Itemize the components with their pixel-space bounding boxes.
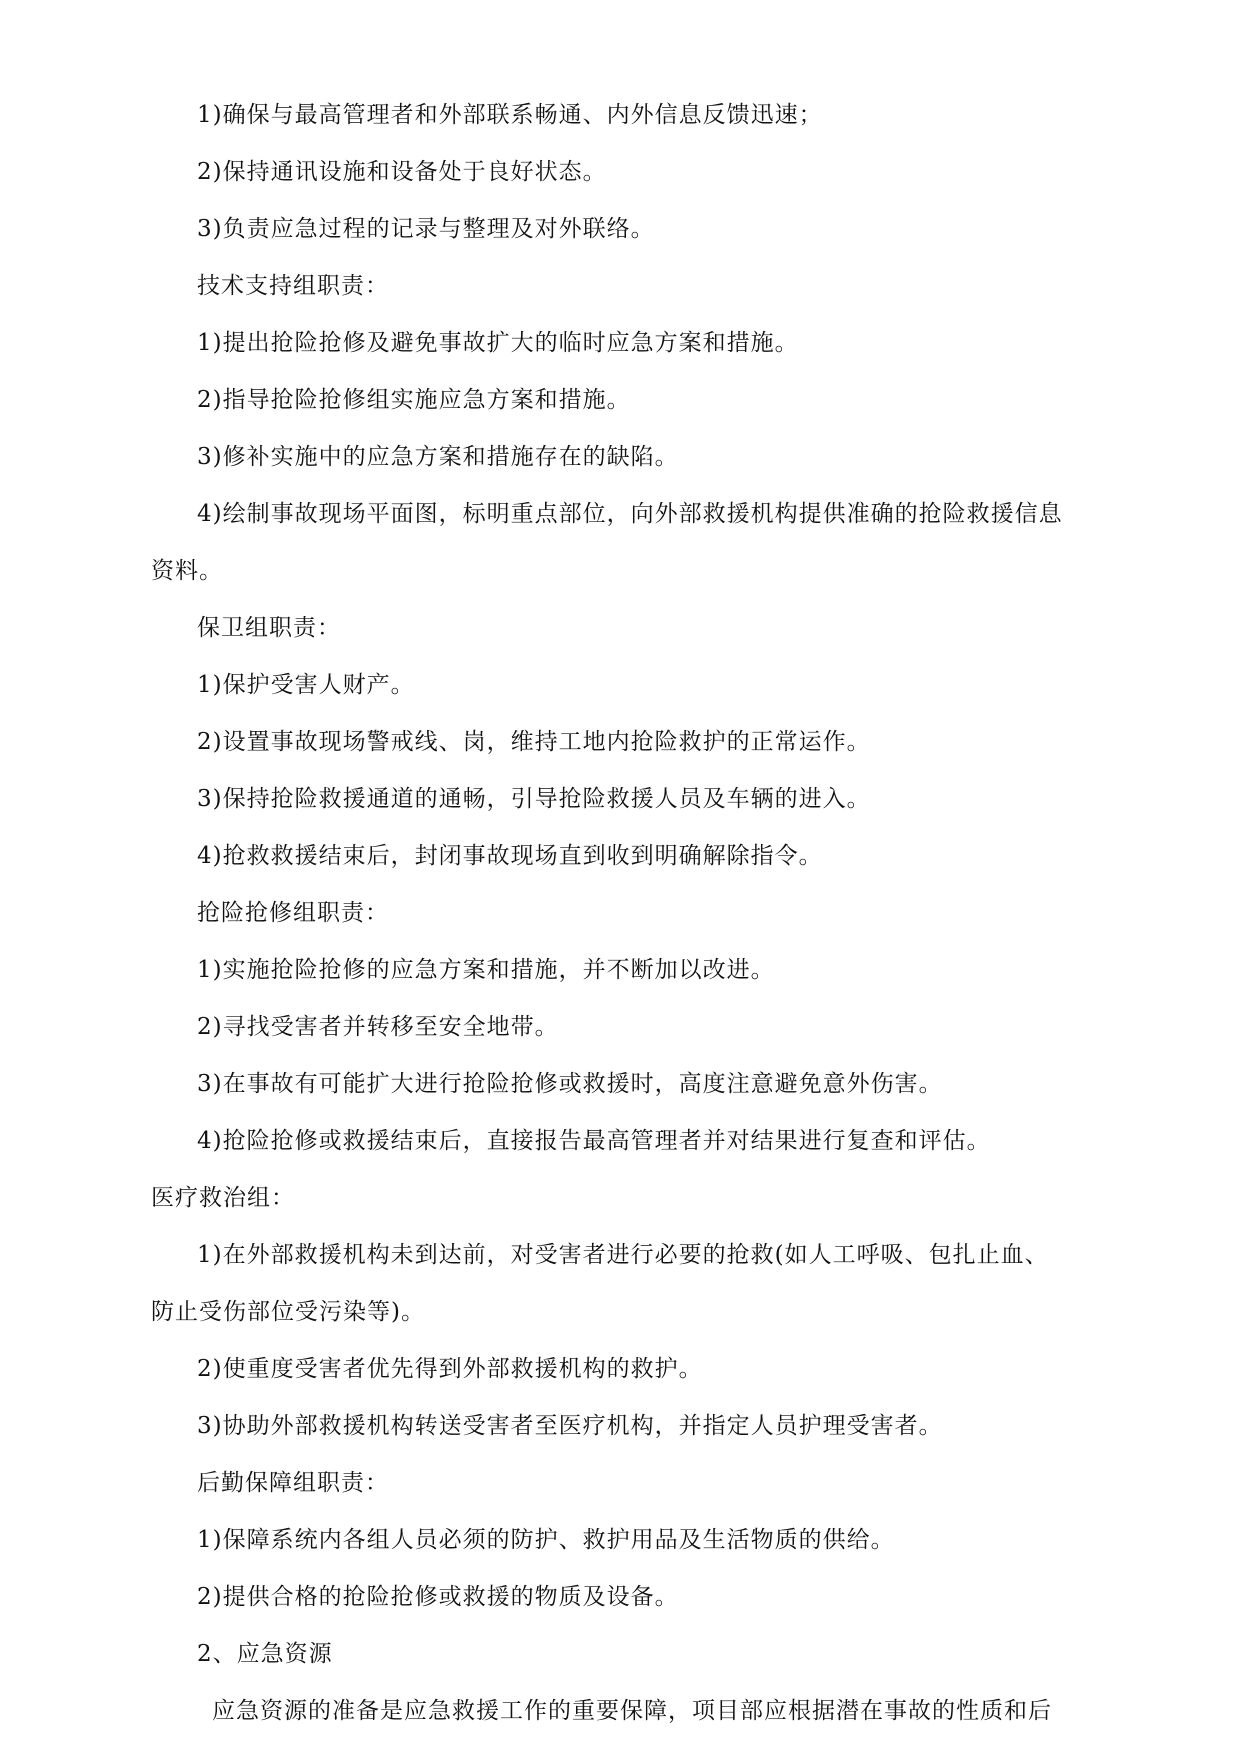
section-heading: 2、应急资源 [197,1641,333,1667]
text-line: 3)修补实施中的应急方案和措施存在的缺陷。 [197,444,679,470]
section-heading: 医疗救治组： [151,1185,295,1211]
text-line: 1)提出抢险抢修及避免事故扩大的临时应急方案和措施。 [197,330,799,356]
text-line: 2)使重度受害者优先得到外部救援机构的救护。 [197,1356,703,1382]
text-line: 2)寻找受害者并转移至安全地带。 [197,1014,559,1040]
text-line: 1)保障系统内各组人员必须的防护、救护用品及生活物质的供给。 [197,1527,895,1553]
text-line: 4)抢救救援结束后，封闭事故现场直到收到明确解除指令。 [197,843,823,869]
section-heading: 技术支持组职责： [197,273,389,299]
text-line: 2)设置事故现场警戒线、岗，维持工地内抢险救护的正常运作。 [197,729,871,755]
section-heading: 抢险抢修组职责： [197,900,389,926]
text-line: 防止受伤部位受污染等)。 [151,1299,425,1325]
text-line: 3)协助外部救援机构转送受害者至医疗机构，并指定人员护理受害者。 [197,1413,943,1439]
text-line: 1)在外部救援机构未到达前，对受害者进行必要的抢救(如人工呼吸、包扎止血、 [197,1242,1049,1268]
section-heading: 后勤保障组职责： [197,1470,389,1496]
text-line: 4)抢险抢修或救援结束后，直接报告最高管理者并对结果进行复查和评估。 [197,1128,991,1154]
text-line: 1)实施抢险抢修的应急方案和措施，并不断加以改进。 [197,957,775,983]
section-heading: 保卫组职责： [197,615,341,641]
text-line: 应急资源的准备是应急救援工作的重要保障，项目部应根据潜在事故的性质和后 [212,1698,1052,1724]
text-line: 4)绘制事故现场平面图，标明重点部位，向外部救援机构提供准确的抢险救援信息 [197,501,1063,527]
text-line: 1)确保与最高管理者和外部联系畅通、内外信息反馈迅速； [197,102,823,128]
text-line: 1)保护受害人财产。 [197,672,415,698]
text-line: 2)指导抢险抢修组实施应急方案和措施。 [197,387,631,413]
text-line: 3)负责应急过程的记录与整理及对外联络。 [197,216,655,242]
text-line: 3)在事故有可能扩大进行抢险抢修或救援时，高度注意避免意外伤害。 [197,1071,943,1097]
text-line: 资料。 [151,558,223,584]
text-line: 2)提供合格的抢险抢修或救援的物质及设备。 [197,1584,679,1610]
text-line: 2)保持通讯设施和设备处于良好状态。 [197,159,607,185]
text-line: 3)保持抢险救援通道的通畅，引导抢险救援人员及车辆的进入。 [197,786,871,812]
